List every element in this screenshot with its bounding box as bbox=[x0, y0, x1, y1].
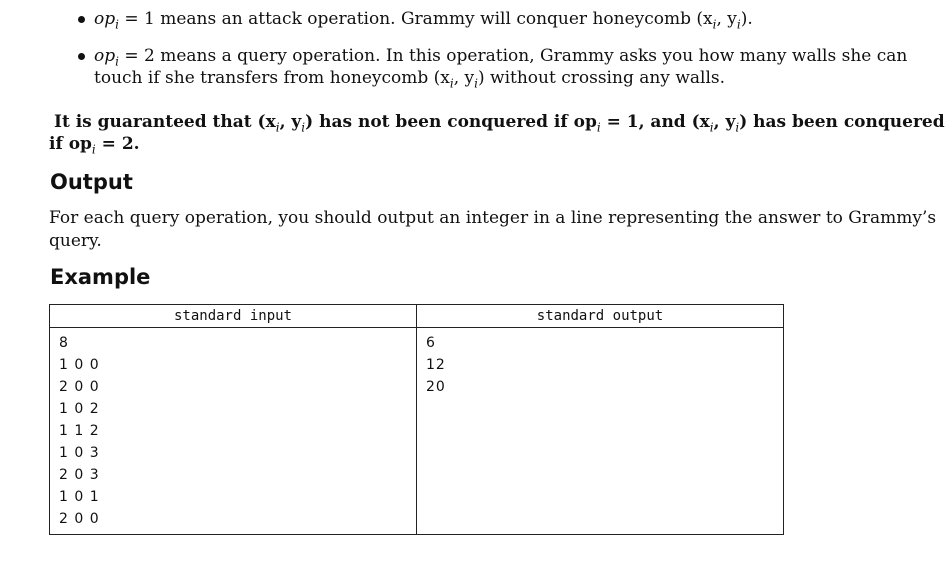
io-body-row bbox=[50, 328, 784, 535]
input-line: 1 0 1 bbox=[59, 489, 100, 505]
output-line-2: query. bbox=[49, 231, 102, 251]
output-line: 6 bbox=[426, 335, 436, 351]
op-subscript: i bbox=[115, 54, 119, 69]
bullet-text-end: ). bbox=[740, 9, 753, 29]
output-description bbox=[49, 207, 936, 253]
op-symbol: op bbox=[94, 9, 116, 29]
yi-subscript: i bbox=[474, 76, 478, 91]
input-line: 1 0 3 bbox=[59, 445, 100, 461]
guarantee-text: , y bbox=[279, 112, 302, 132]
bullet-text: touch if she transfers from honeycomb (x bbox=[94, 68, 450, 88]
yi-subscript: i bbox=[736, 17, 741, 32]
subscript: i bbox=[735, 120, 740, 135]
output-line-1: For each query operation, you should output an integer in a line representing the answer to Grammy’s bbox=[49, 208, 937, 228]
example-heading: Example bbox=[50, 265, 151, 289]
xi-subscript: i bbox=[712, 17, 717, 32]
subscript: i bbox=[709, 120, 714, 135]
input-line: 2 0 0 bbox=[59, 511, 100, 527]
output-cell bbox=[417, 328, 784, 535]
input-cell bbox=[50, 328, 417, 535]
bullet-text-mid: , y bbox=[453, 68, 475, 88]
subscript: i bbox=[596, 120, 601, 135]
guarantee-text: It is guaranteed that (x bbox=[54, 112, 276, 132]
guarantee-text: = 1, and (x bbox=[600, 112, 710, 132]
xi-subscript: i bbox=[449, 76, 454, 91]
guarantee-text: , y bbox=[713, 112, 736, 132]
bullet-text: = 2 means a query operation. In this operation, Grammy asks you how many walls she can bbox=[118, 46, 908, 66]
bullet-text-end: ) without crossing any walls. bbox=[478, 68, 726, 88]
guarantee-text: if op bbox=[49, 134, 92, 154]
input-line: 2 0 0 bbox=[59, 379, 100, 395]
bullet-text-mid: , y bbox=[716, 9, 737, 29]
bullet-item-attack bbox=[94, 8, 753, 35]
output-heading: Output bbox=[50, 170, 133, 194]
output-line: 12 bbox=[426, 357, 446, 373]
guarantee-text: = 2. bbox=[95, 134, 140, 154]
input-line: 2 0 3 bbox=[59, 467, 100, 483]
output-header: standard output bbox=[417, 305, 784, 328]
bullet-dot-2 bbox=[78, 53, 85, 60]
input-line: 1 0 0 bbox=[59, 357, 100, 373]
input-line: 8 bbox=[59, 335, 69, 351]
subscript: i bbox=[301, 120, 306, 135]
input-line: 1 1 2 bbox=[59, 423, 100, 439]
input-header: standard input bbox=[50, 305, 417, 328]
bullet-item-query-line2 bbox=[94, 67, 725, 94]
guarantee-line-1 bbox=[54, 111, 945, 138]
guarantee-text: ) has been conquered bbox=[739, 112, 945, 132]
input-line: 1 0 2 bbox=[59, 401, 100, 417]
guarantee-text: ) has not been conquered if op bbox=[305, 112, 597, 132]
guarantee-line-2 bbox=[49, 133, 140, 160]
subscript: i bbox=[91, 142, 96, 157]
subscript: i bbox=[275, 120, 280, 135]
op-subscript: i bbox=[115, 17, 119, 32]
bullet-dot-1 bbox=[78, 16, 85, 23]
op-symbol: op bbox=[94, 46, 116, 66]
example-io-table bbox=[49, 304, 784, 535]
io-header-row bbox=[50, 305, 784, 328]
input-lines bbox=[50, 328, 416, 530]
bullet-text: = 1 means an attack operation. Grammy will conquer honeycomb (x bbox=[118, 9, 713, 29]
output-lines bbox=[417, 328, 783, 398]
output-line: 20 bbox=[426, 379, 446, 395]
